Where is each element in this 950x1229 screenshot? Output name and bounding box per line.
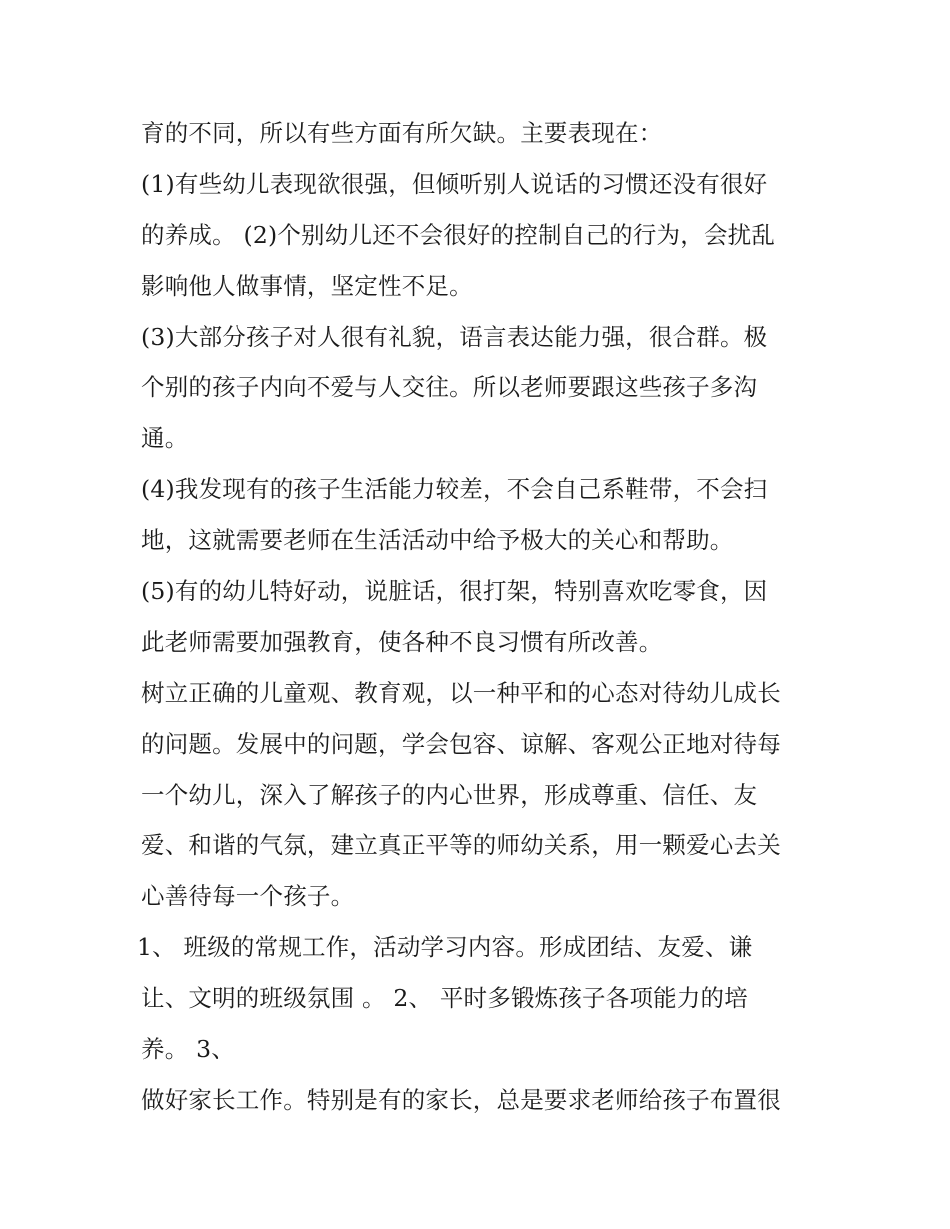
body-text (137, 108, 841, 1126)
text-line: (1)有些幼儿表现欲很强，但倾听别人说话的习惯还没有很好 (141, 169, 768, 198)
text-line: 心善待每一个孩子。 (141, 882, 355, 911)
text-line: 影响他人做事情，坚定性不足。 (141, 271, 473, 300)
text-line: 育的不同，所以有些方面有所欠缺。主要表现在： (141, 119, 663, 147)
text-line: (5)有的幼儿特好动，说脏话，很打架，特别喜欢吃零食，因 (141, 577, 768, 606)
text-line: (4)我发现有的孩子生活能力较差，不会自己系鞋带，不会扫 (141, 475, 768, 504)
text-line: 爱、和谐的气氛，建立真正平等的师幼关系，用一颗爱心去关 (141, 831, 781, 860)
text-line: 个别的孩子内向不爱与人交往。所以老师要跟这些孩子多沟 (141, 373, 758, 402)
text-line: 通。 (141, 424, 189, 453)
text-line: 的问题。发展中的问题，学会包容、谅解、客观公正地对待每 (141, 729, 781, 758)
text-line: 一个幼儿，深入了解孩子的内心世界，形成尊重、信任、友 (141, 780, 758, 809)
text-line: 树立正确的儿童观、教育观，以一种平和的心态对待幼儿成长 (141, 678, 781, 707)
text-line: 此老师需要加强教育，使各种不良习惯有所改善。 (141, 627, 663, 656)
text-line: 做好家长工作。特别是有的家长，总是要求老师给孩子布置很 (141, 1085, 781, 1114)
text-line: 的养成。 (2)个别幼儿还不会很好的控制自己的行为，会扰乱 (141, 220, 776, 249)
text-line: 地，这就需要老师在生活活动中给予极大的关心和帮助。 (141, 526, 734, 555)
text-line: 让、文明的班级氛围 。 2、 平时多锻炼孩子各项能力的培 (141, 984, 748, 1013)
text-line: 养。 3、 (141, 1035, 235, 1064)
text-line: 1、 班级的常规工作，活动学习内容。形成团结、友爱、谦 (137, 933, 753, 962)
text-line: (3)大部分孩子对人很有礼貌，语言表达能力强，很合群。极 (141, 322, 768, 351)
